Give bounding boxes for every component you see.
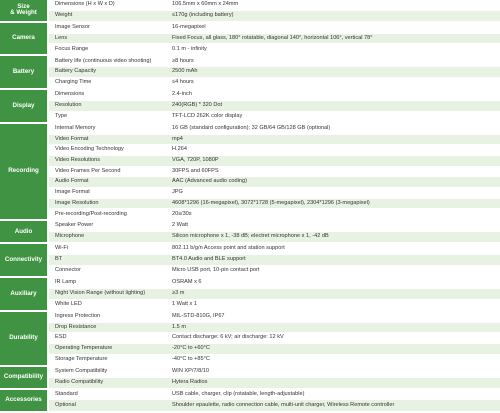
spec-value: 802.11 b/g/n Access point and station support <box>170 243 500 254</box>
spec-value: JPG <box>170 187 500 198</box>
spec-value: AAC (Advanced audio coding) <box>170 177 500 188</box>
spec-parameter: IR Lamp <box>48 277 170 288</box>
spec-row <box>0 155 500 166</box>
spec-row <box>0 299 500 310</box>
category-label: Audio <box>0 220 48 243</box>
spec-row <box>0 354 500 365</box>
category-label: Battery <box>0 55 48 89</box>
spec-parameter: Resolution <box>48 100 170 111</box>
spec-row <box>0 366 500 377</box>
spec-parameter: Weight <box>48 10 170 22</box>
spec-parameter: Battery Capacity <box>48 67 170 78</box>
category-label: Durability <box>0 311 48 366</box>
spec-value: 2.4-inch <box>170 89 500 100</box>
spec-value: 16-megapixel <box>170 22 500 33</box>
spec-parameter: Drop Resistance <box>48 322 170 333</box>
spec-value: 106.5mm x 60mm x 24mm <box>170 0 500 10</box>
spec-parameter: Type <box>48 111 170 122</box>
category-label: Display <box>0 89 48 123</box>
spec-value: MIL-STD-810G, IP67 <box>170 311 500 322</box>
spec-row <box>0 177 500 188</box>
spec-row <box>0 389 500 400</box>
spec-value: 30FPS and 60FPS <box>170 166 500 177</box>
spec-parameter: Standard <box>48 389 170 400</box>
spec-row <box>0 44 500 55</box>
spec-value: Shoulder epaulette, radio connection cable, multi-unit charger, Wireless Remote controller <box>170 400 500 412</box>
spec-value: 20s/30s <box>170 209 500 220</box>
spec-parameter: Operating Temperature <box>48 343 170 354</box>
spec-value: OSRAM x 6 <box>170 277 500 288</box>
spec-value: TFT-LCD 262K color display <box>170 111 500 122</box>
spec-value: 0.1 m - infinity <box>170 44 500 55</box>
spec-parameter: Battery life (continuous video shooting) <box>48 55 170 66</box>
spec-parameter: White LED <box>48 299 170 310</box>
spec-value: USB cable, charger, clip (rotatable, length-adjustable) <box>170 389 500 400</box>
spec-parameter: Image Format <box>48 187 170 198</box>
spec-row <box>0 322 500 333</box>
spec-row <box>0 277 500 288</box>
spec-value: Silicon microphone x 1, -38 dB; electret microphone x 1, -42 dB <box>170 232 500 243</box>
spec-row <box>0 232 500 243</box>
spec-parameter: Radio Compatibility <box>48 377 170 388</box>
spec-row <box>0 220 500 231</box>
spec-value: -40°C to +85°C <box>170 354 500 365</box>
spec-value: WIN XP/7/8/10 <box>170 366 500 377</box>
spec-parameter: Video Frames Per Second <box>48 166 170 177</box>
spec-parameter: System Compatibility <box>48 366 170 377</box>
spec-row <box>0 288 500 299</box>
spec-parameter: Charging Time <box>48 78 170 89</box>
spec-row <box>0 255 500 266</box>
spec-parameter: Internal Memory <box>48 123 170 134</box>
spec-row <box>0 166 500 177</box>
spec-row <box>0 187 500 198</box>
spec-parameter: Ingress Protection <box>48 311 170 322</box>
spec-value: ≥8 hours <box>170 55 500 66</box>
spec-value: 4608*1296 (16-megapixel), 3072*1728 (5-megapixel), 2304*1296 (3-megapixel) <box>170 198 500 209</box>
spec-parameter: Pre-recording/Post-recording <box>48 209 170 220</box>
spec-value: Micro USB port, 10-pin contact port <box>170 265 500 276</box>
category-label: Camera <box>0 22 48 56</box>
spec-value: mp4 <box>170 134 500 145</box>
spec-row <box>0 333 500 344</box>
spec-row <box>0 400 500 412</box>
spec-row <box>0 10 500 22</box>
spec-value: 2 Watt <box>170 220 500 231</box>
spec-row <box>0 22 500 33</box>
spec-value: ≤4 hours <box>170 78 500 89</box>
spec-parameter: Video Format <box>48 134 170 145</box>
spec-parameter: Audio Format <box>48 177 170 188</box>
spec-value: 2500 mAh <box>170 67 500 78</box>
spec-value: 1 Watt x 1 <box>170 299 500 310</box>
spec-value: Hytera Radios <box>170 377 500 388</box>
spec-parameter: Video Encoding Technology <box>48 145 170 156</box>
spec-row <box>0 0 500 10</box>
spec-parameter: Optional <box>48 400 170 412</box>
category-label: Size & Weight <box>0 0 48 22</box>
spec-value: -20°C to +60°C <box>170 343 500 354</box>
category-label: Compatibility <box>0 366 48 389</box>
category-label: Auxiliary <box>0 277 48 311</box>
spec-parameter: Image Sensor <box>48 22 170 33</box>
spec-row <box>0 78 500 89</box>
spec-value: H.264 <box>170 145 500 156</box>
spec-value: Contact discharge: 6 kV; air discharge: 12 kV <box>170 333 500 344</box>
spec-row <box>0 134 500 145</box>
spec-parameter: Wi-Fi <box>48 243 170 254</box>
spec-row <box>0 111 500 122</box>
spec-row <box>0 243 500 254</box>
spec-row <box>0 145 500 156</box>
spec-parameter: BT <box>48 255 170 266</box>
spec-row <box>0 67 500 78</box>
spec-row <box>0 343 500 354</box>
spec-value: ≥3 m <box>170 288 500 299</box>
spec-value: 240(RGB) * 320 Dot <box>170 100 500 111</box>
spec-value: BT4.0 Audio and BLE support <box>170 255 500 266</box>
spec-parameter: Connector <box>48 265 170 276</box>
spec-row <box>0 123 500 134</box>
spec-parameter: Video Resolutions <box>48 155 170 166</box>
spec-parameter: Speaker Power <box>48 220 170 231</box>
spec-parameter: Dimensions (H x W x D) <box>48 0 170 10</box>
spec-value: Fixed Focus, all glass, 180° rotatable, diagonal 140°, horizontal 106°, vertical 78° <box>170 33 500 44</box>
spec-parameter: Storage Temperature <box>48 354 170 365</box>
spec-parameter: Night Vision Range (without lighting) <box>48 288 170 299</box>
spec-parameter: Microphone <box>48 232 170 243</box>
spec-parameter: ESD <box>48 333 170 344</box>
spec-value: 16 GB (standard configuration); 32 GB/64 GB/128 GB (optional) <box>170 123 500 134</box>
spec-parameter: Dimensions <box>48 89 170 100</box>
spec-row <box>0 33 500 44</box>
spec-row <box>0 100 500 111</box>
spec-parameter: Image Resolution <box>48 198 170 209</box>
spec-row <box>0 55 500 66</box>
spec-parameter: Focus Range <box>48 44 170 55</box>
category-label: Recording <box>0 123 48 221</box>
spec-value: ≤170g (including battery) <box>170 10 500 22</box>
spec-value: VGA, 720P, 1080P <box>170 155 500 166</box>
spec-parameter: Lens <box>48 33 170 44</box>
category-label: Accessories <box>0 389 48 413</box>
spec-row <box>0 377 500 388</box>
spec-row <box>0 89 500 100</box>
spec-row <box>0 311 500 322</box>
category-label: Connectivity <box>0 243 48 277</box>
spec-row <box>0 265 500 276</box>
spec-value: 1.5 m <box>170 322 500 333</box>
spec-row <box>0 209 500 220</box>
spec-row <box>0 198 500 209</box>
